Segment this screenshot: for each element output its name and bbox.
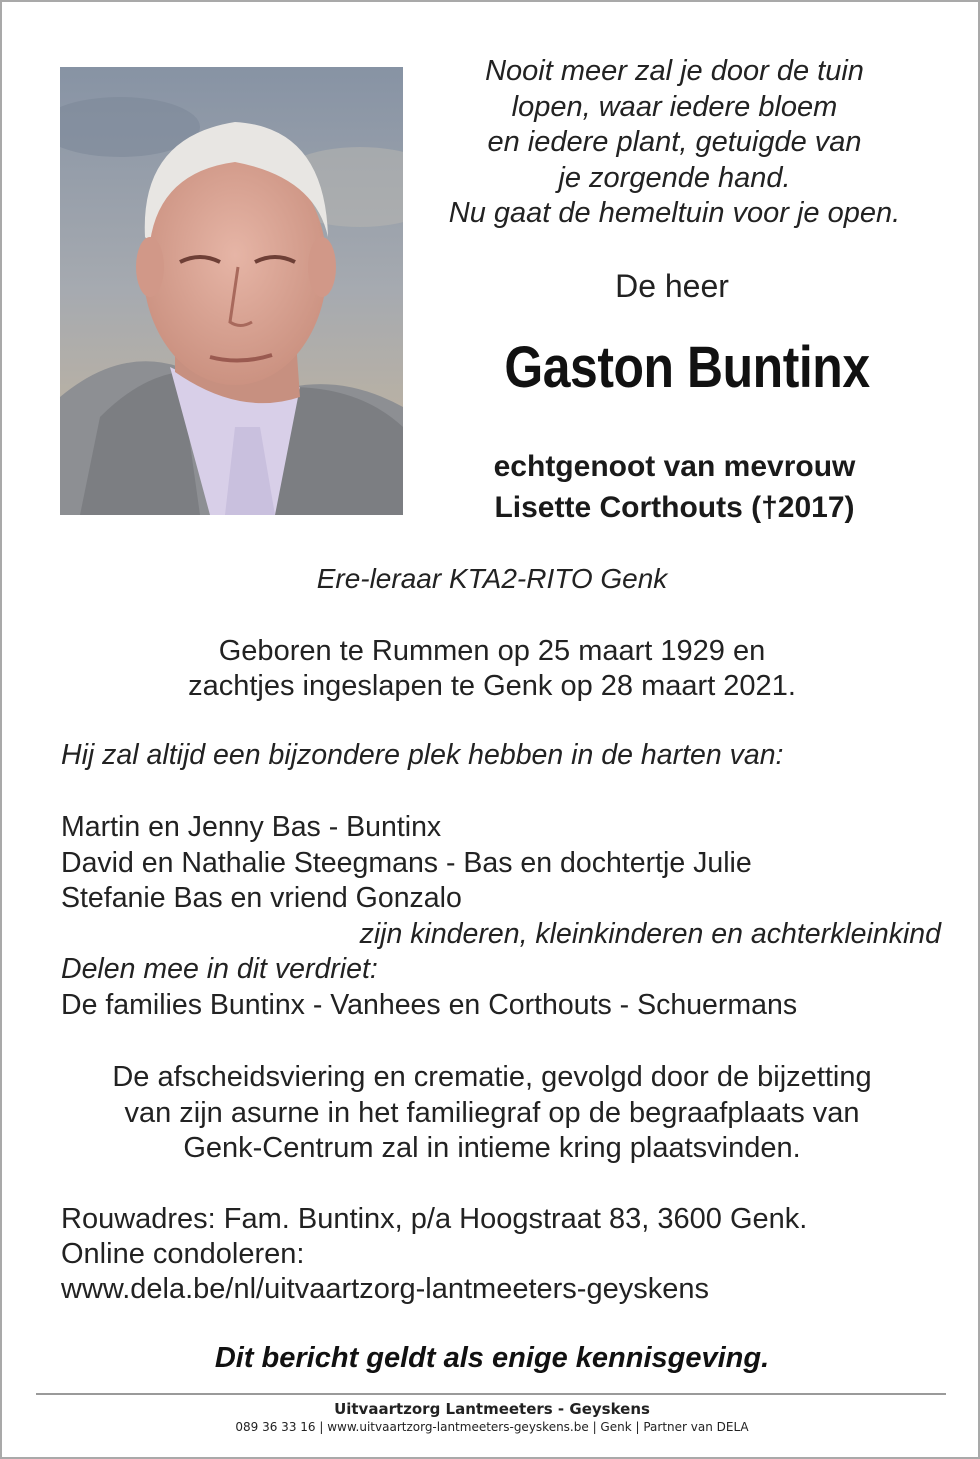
poem-line: Nooit meer zal je door de tuin	[485, 55, 864, 87]
deceased-name: Gaston Buntinx	[504, 335, 870, 400]
poem-line: Nu gaat de hemeltuin voor je open.	[448, 197, 901, 229]
family-member: Stefanie Bas en vriend Gonzalo	[61, 882, 462, 914]
mourning-address: Rouwadres: Fam. Buntinx, p/a Hoogstraat 83, 3600 Genk.	[61, 1203, 808, 1235]
spouse-name: Lisette Corthouts (†2017)	[494, 491, 855, 524]
family-intro: Hij zal altijd een bijzondere plek hebben in de harten van:	[61, 739, 784, 771]
family-relation: zijn kinderen, kleinkinderen en achterkleinkind	[359, 917, 941, 950]
spouse-info	[432, 446, 917, 528]
deceased-title: De heer	[615, 268, 729, 304]
poem	[412, 54, 937, 232]
funeral-company: Uitvaartzorg Lantmeeters - Geyskens	[334, 1400, 650, 1418]
condolence-link[interactable]: www.dela.be/nl/uitvaartzorg-lantmeeters-geyskens	[61, 1273, 709, 1305]
ceremony-line: van zijn asurne in het familiegraf op de begraafplaats van	[124, 1096, 860, 1129]
death-line: zachtjes ingeslapen te Genk op 28 maart 2021.	[188, 670, 796, 702]
ceremony-line: Genk-Centrum zal in intieme kring plaatsvinden.	[183, 1132, 801, 1164]
birth-line: Geboren te Rummen op 25 maart 1929 en	[218, 635, 766, 667]
poem-line: je zorgende hand.	[558, 161, 791, 194]
share-grief-label: Delen mee in dit verdriet:	[61, 953, 378, 985]
family-member: Martin en Jenny Bas - Buntinx	[61, 811, 442, 843]
ceremony-line: De afscheidsviering en crematie, gevolgd door de bijzetting	[112, 1061, 872, 1093]
poem-line: en iedere plant, getuigde van	[487, 126, 862, 158]
notice-statement: Dit bericht geldt als enige kennisgeving.	[214, 1342, 770, 1374]
family-member: David en Nathalie Steegmans - Bas en dochtertje Julie	[61, 846, 752, 879]
ceremony-info	[42, 1060, 942, 1167]
family-list	[61, 810, 941, 1023]
birth-death-info	[122, 634, 862, 704]
extended-families: De families Buntinx - Vanhees en Corthouts - Schuermans	[61, 988, 798, 1021]
address-block	[61, 1202, 941, 1307]
footer-divider	[36, 1393, 946, 1395]
poem-line: lopen, waar iedere bloem	[511, 90, 838, 123]
portrait-photo	[60, 67, 403, 515]
spouse-line: echtgenoot van mevrouw	[493, 450, 856, 483]
funeral-company-contact: 089 36 33 16 | www.uitvaartzorg-lantmeeters-geyskens.be | Genk | Partner van DELA	[235, 1420, 749, 1434]
condolence-label: Online condoleren:	[61, 1238, 305, 1270]
profession: Ere-leraar KTA2-RITO Genk	[316, 563, 668, 594]
